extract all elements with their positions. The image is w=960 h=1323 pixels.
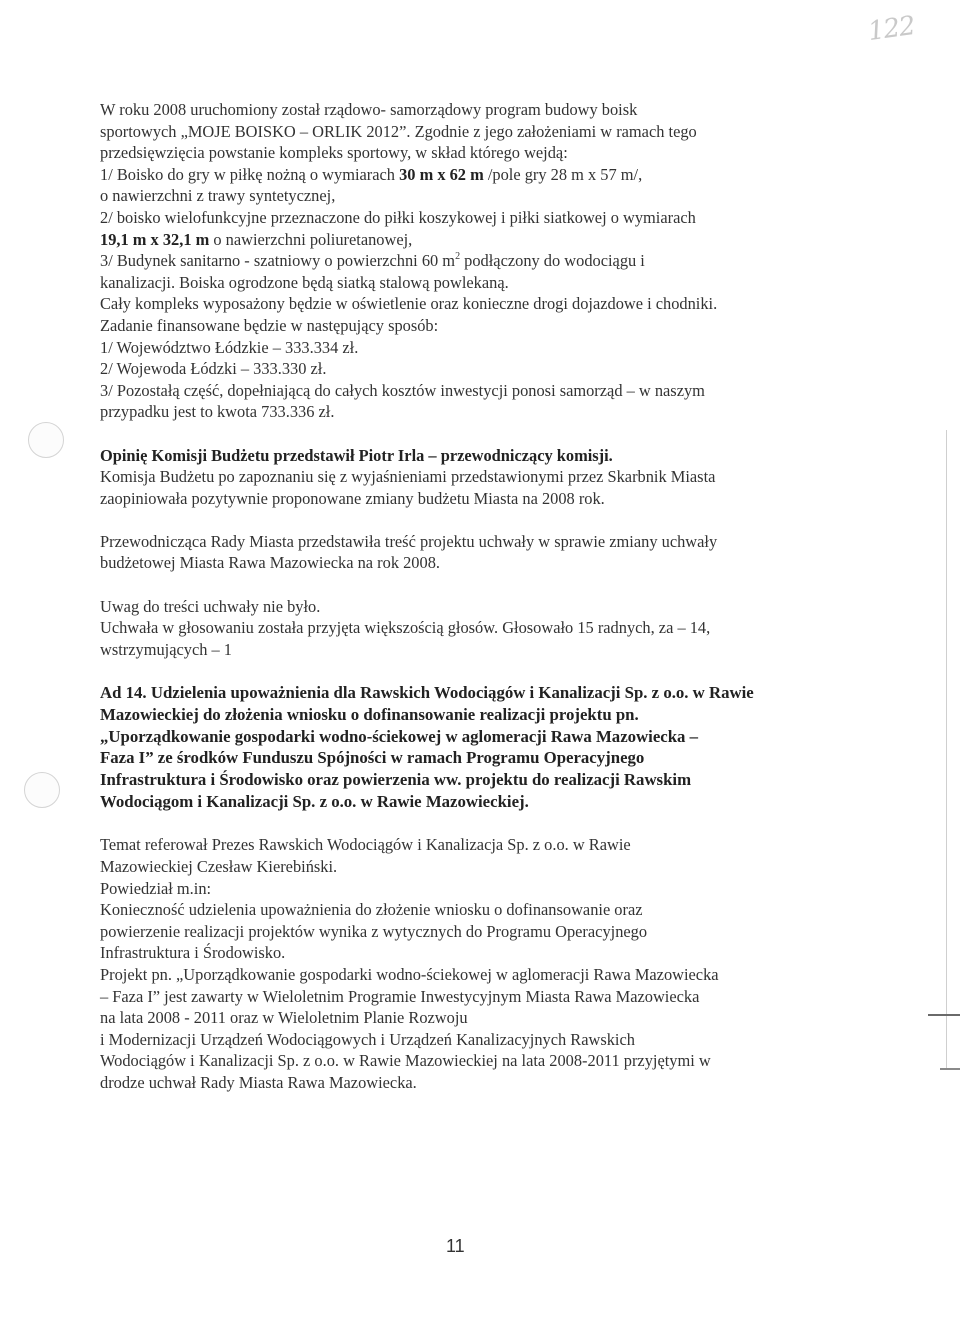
heading-line: „Uporządkowanie gospodarki wodno-ściekowej w aglomeracji Rawa Mazowiecka – [100,726,699,746]
text-line: drodze uchwał Rady Miasta Rawa Mazowiecka. [100,1072,417,1092]
paragraph-speaker [100,834,840,1093]
punch-hole-mark [24,772,60,808]
document-body [100,99,840,1094]
paragraph-gap [100,813,840,835]
text-line: Cały kompleks wyposażony będzie w oświetlenie oraz konieczne drogi dojazdowe i chodniki. [100,294,718,314]
text-line: Infrastruktura i Środowisko. [100,943,286,963]
paragraph-gap [100,509,840,531]
text-line: 3/ Budynek sanitarno - szatniowy o powierzchni 60 $m^2$ podłączony do wodociągu i [100,250,645,271]
text-line: Przewodnicząca Rady Miasta przedstawiła treść projektu uchwały w sprawie zmiany uchwały [100,531,718,551]
text-line: Temat referował Prezes Rawskich Wodociągów i Kanalizacja Sp. z o.o. w Rawie [100,835,631,855]
text-line: 3/ Pozostałą część, dopełniającą do całych kosztów inwestycji ponosi samorząd – w naszym [100,380,705,400]
text-line: Komisja Budżetu po zapoznaniu się z wyjaśnieniami przedstawionymi przez Skarbnik Miasta [100,467,716,487]
text-line: Zadanie finansowane będzie w następujący sposób: [100,315,439,335]
text-line: budżetowej Miasta Rawa Mazowiecka na rok 2008. [100,553,440,573]
paragraph-gap [100,423,840,445]
text-line: Konieczność udzielenia upoważnienia do złożenie wniosku o dofinansowanie oraz [100,900,643,920]
text-line: W roku 2008 uruchomiony został rządowo- samorządowy program budowy boisk [100,100,638,119]
text-line: Mazowieckiej Czesław Kierebiński. [100,857,338,876]
text-line: na lata 2008 - 2011 oraz w Wieloletnim Planie Rozwoju [100,1008,468,1028]
paragraph-vote [100,596,840,661]
text-line: Uwag do treści uchwały nie było. [100,596,321,616]
paragraph-chair [100,531,840,574]
text-line: przedsięwzięcia powstanie kompleks sportowy, w skład którego wejdą: [100,143,568,163]
dimension-value: 19,1 m x 32,1 m [100,229,210,249]
agenda-item-heading [100,682,840,813]
section-heading: Opinię Komisji Budżetu przedstawił Piotr Irla – przewodniczący komisji. [100,445,613,465]
paragraph-committee-opinion [100,445,840,510]
text-line: 1/ Boisko do gry w piłkę nożną o wymiarach 30 m x 62 m /pole gry 28 m x 57 m/, [100,164,643,184]
paragraph-gap [100,574,840,596]
heading-line: Ad 14. Udzielenia upoważnienia dla Rawskich Wodociągów i Kanalizacji Sp. z o.o. w Rawie [100,683,754,703]
text-line: kanalizacji. Boiska ogrodzone będą siatką stalową powlekaną. [100,272,509,292]
heading-line: Mazowieckiej do złożenia wniosku o dofinansowanie realizacji projektu pn. [100,704,639,724]
text-line: 2/ boisko wielofunkcyjne przeznaczone do piłki koszykowej i piłki siatkowej o wymiarach [100,207,696,227]
page-number: 11 [446,1236,465,1256]
handwritten-page-mark: 122 [866,10,917,48]
scan-edge-line [946,430,947,1070]
text-line: 1/ Województwo Łódzkie – 333.334 zł. [100,337,359,357]
paragraph-orlik-program [100,99,840,423]
dimension-value: 30 m x 62 m [399,164,484,184]
text-line: i Modernizacji Urządzeń Wodociągowych i Urządzeń Kanalizacyjnych Rawskich [100,1029,635,1049]
text-line: sportowych „MOJE BOISKO – ORLIK 2012”. Zgodnie z jego założeniami w ramach tego [100,121,697,141]
heading-line: Faza I” ze środków Funduszu Spójności w ramach Programu Operacyjnego [100,748,645,768]
text-line: Wodociągów i Kanalizacji Sp. z o.o. w Rawie Mazowieckiej na lata 2008-2011 przyjętymi w [100,1051,711,1071]
text-line: Projekt pn. „Uporządkowanie gospodarki wodno-ściekowej w aglomeracji Rawa Mazowiecka [100,964,719,984]
text-line: zaopiniowała pozytywnie proponowane zmiany budżetu Miasta na 2008 rok. [100,488,605,508]
text-line: Powiedział m.in: [100,878,212,898]
text-line: przypadku jest to kwota 733.336 zł. [100,402,335,422]
text-line: o nawierzchni z trawy syntetycznej, [100,186,336,206]
punch-hole-mark [28,422,64,458]
scan-edge-mark [928,1014,960,1016]
heading-line: Wodociągom i Kanalizacji Sp. z o.o. w Rawie Mazowieckiej. [100,792,529,812]
text-line: wstrzymujących – 1 [100,639,232,659]
text-line: 2/ Wojewoda Łódzki – 333.330 zł. [100,359,327,379]
scan-edge-mark [940,1068,960,1070]
text-line: powierzenie realizacji projektów wynika z wytycznych do Programu Operacyjnego [100,921,648,941]
text-line: Uchwała w głosowaniu została przyjęta większością głosów. Głosowało 15 radnych, za – 14, [100,618,711,638]
text-line: – Faza I” jest zawarty w Wieloletnim Programie Inwestycyjnym Miasta Rawa Mazowiecka [100,986,700,1006]
superscript: 2 [455,250,461,262]
text-line: 19,1 m x 32,1 m o nawierzchni poliuretanowej, [100,229,413,249]
paragraph-gap [100,660,840,682]
heading-line: Infrastruktura i Środowisko oraz powierzenia ww. projektu do realizacji Rawskim [100,770,692,790]
